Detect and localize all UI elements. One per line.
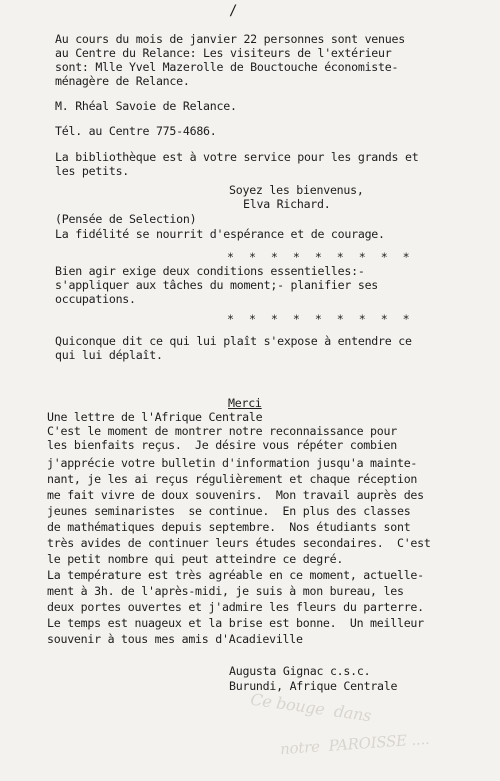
pensee-title: (Pensée de Selection): [55, 212, 197, 226]
pensee-line: s'appliquer aux tâches du moment;- planifier ses: [55, 278, 379, 292]
letter-line: Une lettre de l'Afrique Centrale: [47, 410, 263, 424]
pensee-line: Quiconque dit ce qui lui plaît s'expose à entendre ce: [55, 334, 412, 348]
star-divider: * * * * * * * * *: [227, 312, 414, 326]
welcome-signature: Elva Richard.: [243, 197, 331, 211]
letter-line: deux portes ouvertes et j'admire les fleurs du parterre.: [47, 600, 424, 614]
merci-heading: Merci: [228, 396, 262, 410]
text-line: La bibliothèque est à votre service pour les grands et: [55, 150, 419, 164]
pensee-line: La fidélité se nourrit d'espérance et de courage.: [55, 227, 385, 241]
letter-line: j'apprécie votre bulletin d'information jusqu'a mainte-: [47, 456, 418, 470]
letter-line: Le temps est nuageux et la brise est bonne. Un meilleur: [47, 616, 424, 630]
letter-line: ment à 3h. de l'après-midi, je suis à mon bureau, les: [47, 584, 404, 598]
text-line: au Centre du Relance: Les visiteurs de l'extérieur: [55, 46, 392, 60]
letter-line: les bienfaits reçus. Je désire vous répéter combien: [47, 438, 397, 452]
text-line: Tél. au Centre 775-4686.: [55, 124, 217, 138]
star-divider: * * * * * * * * *: [227, 250, 414, 264]
signature-location: Burundi, Afrique Centrale: [229, 679, 398, 693]
text-line: ménagère de Relance.: [55, 74, 190, 88]
pensee-line: qui lui déplaît.: [55, 348, 163, 362]
bleed-through-text: notre PAROISSE ....: [279, 729, 430, 759]
letter-line: nant, je les ai reçus régulièrement et chaque réception: [47, 472, 418, 486]
text-line: sont: Mlle Yvel Mazerolle de Bouctouche économiste-: [55, 60, 399, 74]
letter-line: souvenir à tous mes amis d'Acadieville: [47, 632, 303, 646]
text-line: M. Rhéal Savoie de Relance.: [55, 99, 237, 113]
pensee-line: occupations.: [55, 292, 136, 306]
letter-line: La température est très agréable en ce moment, actuelle-: [47, 568, 424, 582]
letter-line: le petit nombre qui peut atteindre ce degré.: [47, 552, 344, 566]
letter-line: C'est le moment de montrer notre reconnaissance pour: [47, 424, 397, 438]
pensee-line: Bien agir exige deux conditions essentielles:-: [55, 264, 365, 278]
bleed-through-text: Ce bouge dans: [249, 689, 373, 726]
text-line: Au cours du mois de janvier 22 personnes sont venues: [55, 32, 405, 46]
letter-line: très avides de continuer leurs études secondaires. C'est: [47, 536, 431, 550]
letter-line: de mathématiques depuis septembre. Nos étudiants sont: [47, 520, 411, 534]
page-mark: /: [229, 3, 238, 19]
signature-name: Augusta Gignac c.s.c.: [229, 664, 371, 678]
welcome-line: Soyez les bienvenus,: [229, 183, 364, 197]
letter-line: me fait vivre de doux souvenirs. Mon travail auprès des: [47, 488, 424, 502]
text-line: les petits.: [55, 164, 130, 178]
letter-line: jeunes seminaristes se continue. En plus des classes: [47, 504, 411, 518]
